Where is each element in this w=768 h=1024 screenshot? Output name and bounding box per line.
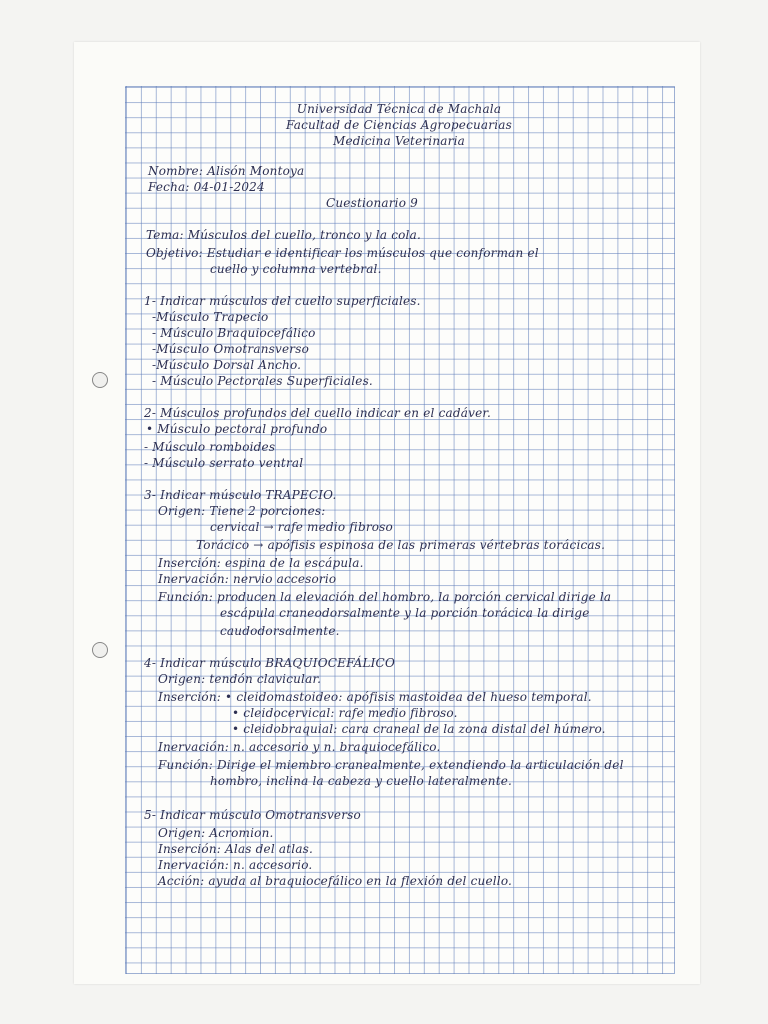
q5-insertion: Inserción: Alas del atlas. xyxy=(158,842,314,856)
q3-origin: Origen: Tiene 2 porciones: xyxy=(158,504,326,518)
list-item: - Músculo romboides xyxy=(144,440,276,454)
list-item: - Músculo Braquiocefálico xyxy=(152,326,316,340)
q4-insertion-2: • cleidocervical: rafe medio fibroso. xyxy=(232,706,458,720)
header-university: Universidad Técnica de Machala xyxy=(296,102,502,116)
q4-innervation: Inervación: n. accesorio y n. braquiocefálico. xyxy=(158,740,441,754)
list-item: - Músculo serrato ventral xyxy=(144,456,304,470)
date: Fecha: 04-01-2024 xyxy=(148,180,265,194)
question-1-title: 1- Indicar músculos del cuello superficiales. xyxy=(144,294,421,308)
list-item: -Músculo Omotransverso xyxy=(152,342,309,356)
question-5-title: 5- Indicar músculo Omotransverso xyxy=(144,808,361,822)
q4-function-2: hombro, inclina la cabeza y cuello lateralmente. xyxy=(210,774,513,788)
q3-innervation: Inervación: nervio accesorio xyxy=(158,572,337,586)
q3-function-3: caudodorsalmente. xyxy=(220,624,340,638)
list-item: -Músculo Trapecio xyxy=(152,310,269,324)
list-item: -Músculo Dorsal Ancho. xyxy=(152,358,302,372)
q4-origin: Origen: tendón clavicular. xyxy=(158,672,322,686)
header-faculty: Facultad de Ciencias Agropecuarias xyxy=(286,118,512,132)
question-3-title: 3- Indicar músculo TRAPECIO. xyxy=(144,488,337,502)
list-item: • Músculo pectoral profundo xyxy=(146,422,328,436)
q4-insertion-3: • cleidobraquial: cara craneal de la zona distal del húmero. xyxy=(232,722,606,736)
list-item: - Músculo Pectorales Superficiales. xyxy=(152,374,373,388)
student-name: Nombre: Alisón Montoya xyxy=(148,164,305,178)
q5-action: Acción: ayuda al braquiocefálico en la flexión del cuello. xyxy=(158,874,513,888)
punch-hole-upper xyxy=(92,372,108,388)
questionnaire-title: Cuestionario 9 xyxy=(326,196,418,210)
punch-hole-lower xyxy=(92,642,108,658)
q4-function-1: Función: Dirige el miembro cranealmente, extendiendo la articulación del xyxy=(158,758,624,772)
q5-origin: Origen: Acromion. xyxy=(158,826,274,840)
q5-innervation: Inervación: n. accesorio. xyxy=(158,858,313,872)
q3-insertion: Inserción: espina de la escápula. xyxy=(158,556,364,570)
objective-line-2: cuello y columna vertebral. xyxy=(210,262,382,276)
grid-paper xyxy=(125,86,675,974)
header-career: Medicina Veterinaria xyxy=(333,134,465,148)
q3-function-1: Función: producen la elevación del hombro, la porción cervical dirige la xyxy=(158,590,612,604)
q3-cervical: cervical → rafe medio fibroso xyxy=(210,520,393,534)
question-4-title: 4- Indicar músculo BRAQUIOCEFÁLICO xyxy=(144,656,395,670)
topic: Tema: Músculos del cuello, tronco y la cola. xyxy=(146,228,421,242)
q3-thoracic: Torácico → apófisis espinosa de las primeras vértebras torácicas. xyxy=(196,538,606,552)
question-2-title: 2- Músculos profundos del cuello indicar en el cadáver. xyxy=(144,406,492,420)
q3-function-2: escápula craneodorsalmente y la porción torácica la dirige xyxy=(220,606,590,620)
objective-line-1: Objetivo: Estudiar e identificar los músculos que conforman el xyxy=(146,246,539,260)
q4-insertion-1: Inserción: • cleidomastoideo: apófisis mastoidea del hueso temporal. xyxy=(158,690,592,704)
